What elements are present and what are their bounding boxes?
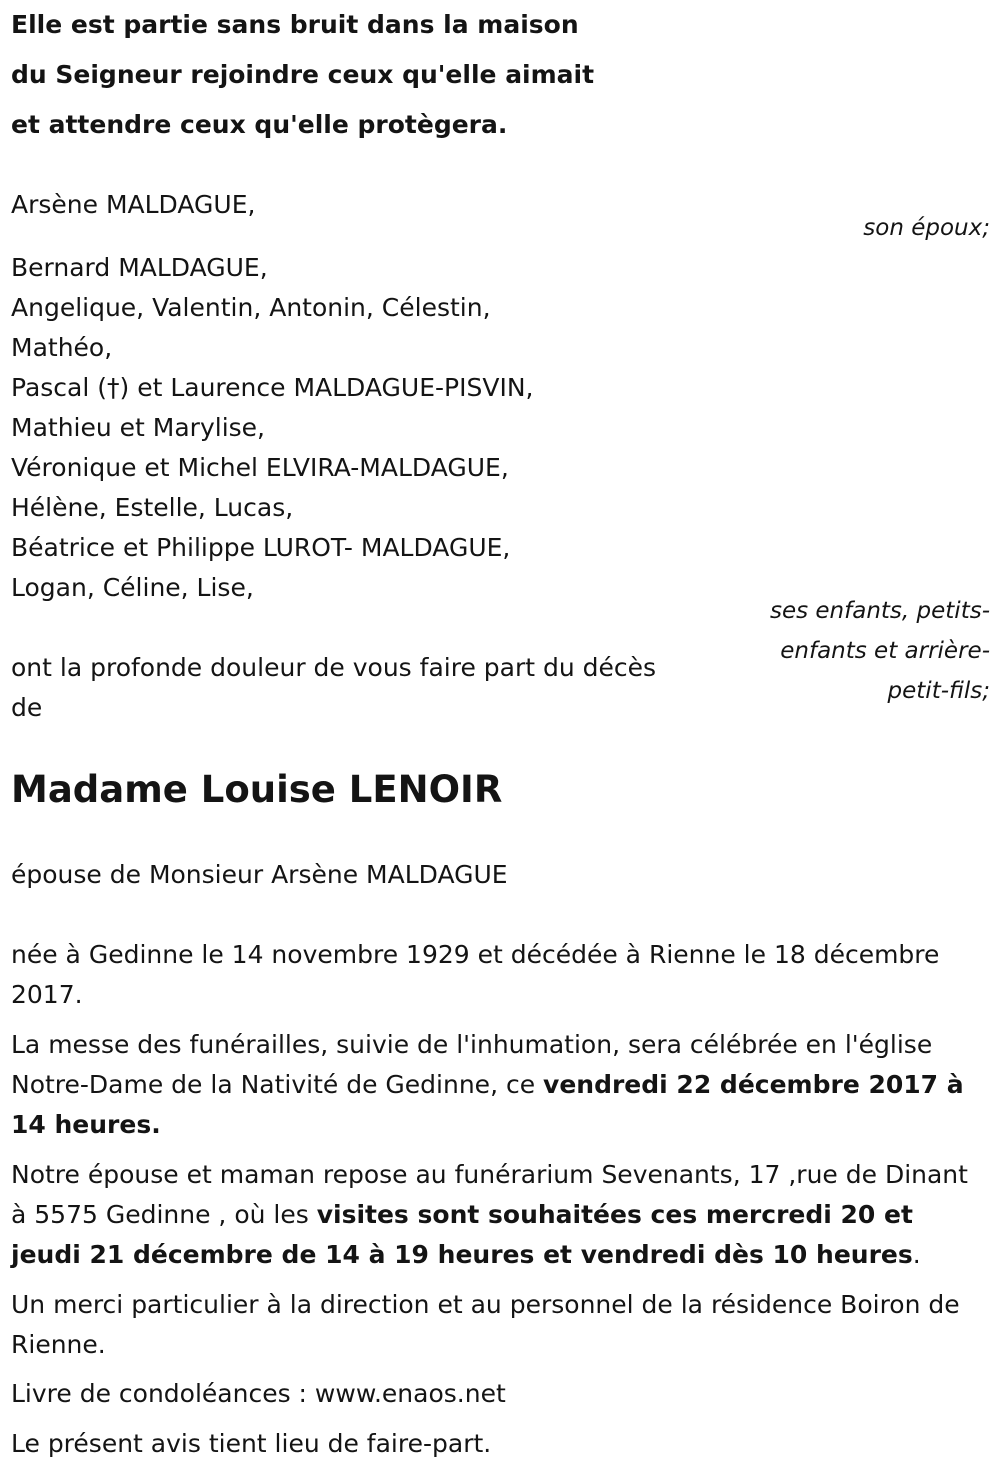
- family-line-6: Véronique et Michel ELVIRA-MALDAGUE,: [11, 453, 509, 482]
- family-role-line-1: ses enfants, petits-: [769, 598, 990, 624]
- visitation-text: Notre épouse et maman repose au funérarium Sevenants, 17 ,rue de Dinant à 5575 Gedinne , où les: [11, 1160, 968, 1229]
- deceased-name: Madame Louise LENOIR: [11, 768, 503, 811]
- family-line-1: Bernard MALDAGUE,: [11, 253, 268, 282]
- visitation-hours: visites sont souhaitées ces mercredi 20 et jeudi 21 décembre de 14 à 19 heures et vendredi dès 10 heures: [11, 1200, 913, 1269]
- family-line-4: Pascal (†) et Laurence MALDAGUE-PISVIN,: [11, 373, 534, 402]
- family-line-7: Hélène, Estelle, Lucas,: [11, 493, 294, 522]
- epigraph-line-2: du Seigneur rejoindre ceux qu'elle aimait: [11, 60, 595, 89]
- thanks-paragraph: Un merci particulier à la direction et au personnel de la résidence Boiron de Rienne.: [11, 1290, 960, 1359]
- epigraph-line-1: Elle est partie sans bruit dans la maison: [11, 10, 579, 39]
- family-line-9: Logan, Céline, Lise,: [11, 573, 254, 602]
- spouse-role: son époux;: [863, 215, 990, 241]
- funeral-paragraph: [11, 1025, 989, 1145]
- family-line-2: Angelique, Valentin, Antonin, Célestin,: [11, 293, 491, 322]
- family-line-8: Béatrice et Philippe LUROT- MALDAGUE,: [11, 533, 511, 562]
- family-line-5: Mathieu et Marylise,: [11, 413, 265, 442]
- visitation-end: .: [912, 1240, 921, 1269]
- announcement-line-2: de: [11, 693, 43, 722]
- notice-line: Le présent avis tient lieu de faire-part.: [11, 1429, 492, 1458]
- announcement-line-1: ont la profonde douleur de vous faire part du décès: [11, 653, 657, 682]
- funeral-text: La messe des funérailles, suivie de l'inhumation, sera célébrée en l'église Notre-Dame de la Nativité de Gedinne, ce: [11, 1030, 933, 1099]
- epigraph-line-3: et attendre ceux qu'elle protègera.: [11, 110, 508, 139]
- family-line-3: Mathéo,: [11, 333, 113, 362]
- condolences-line: Livre de condoléances : www.enaos.net: [11, 1379, 506, 1408]
- funeral-date: vendredi 22 décembre 2017 à 14 heures.: [11, 1070, 964, 1139]
- family-role-line-3: petit-fils;: [887, 678, 990, 704]
- family-role-line-2: enfants et arrière-: [780, 638, 990, 664]
- birth-death-paragraph: née à Gedinne le 14 novembre 1929 et décédée à Rienne le 18 décembre 2017.: [11, 940, 940, 1009]
- spouse-name: Arsène MALDAGUE,: [11, 190, 256, 219]
- deceased-spouse-of: épouse de Monsieur Arsène MALDAGUE: [11, 860, 508, 889]
- visitation-paragraph: [11, 1155, 989, 1275]
